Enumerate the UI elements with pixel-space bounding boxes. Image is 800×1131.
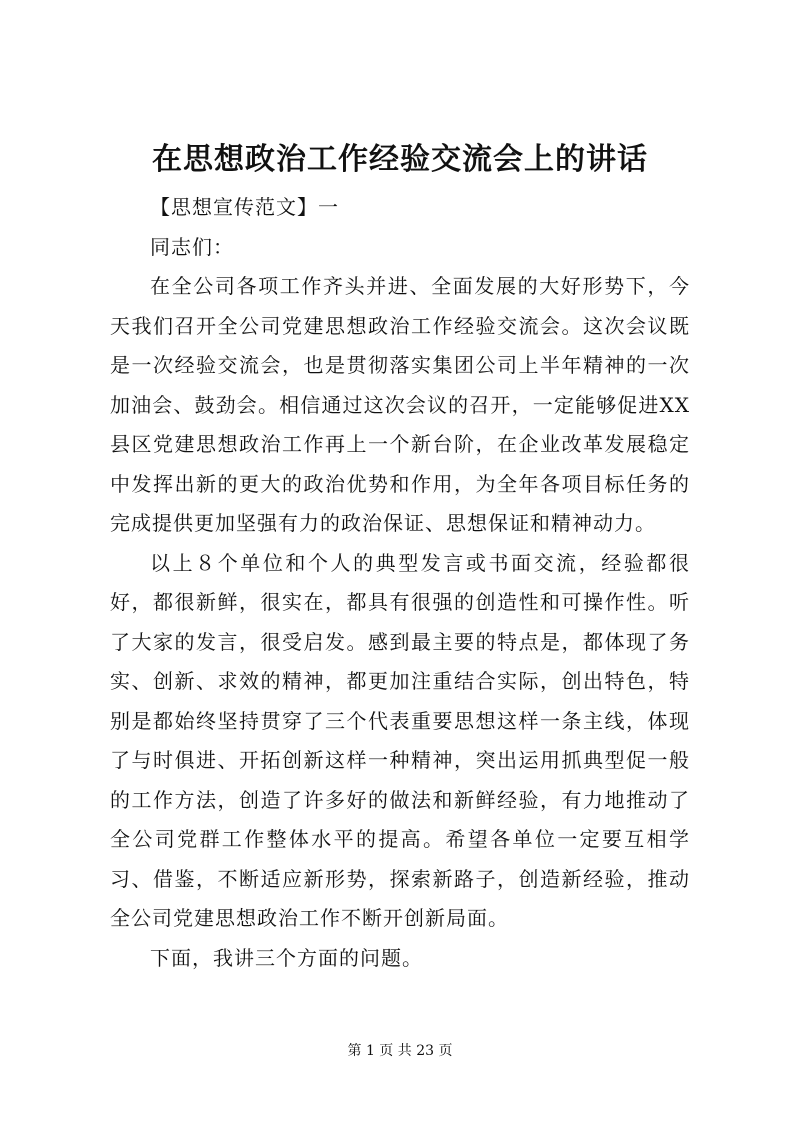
document-title: 在思想政治工作经验交流会上的讲话 bbox=[152, 142, 648, 177]
page-footer: 第 1 页 共 23 页 bbox=[347, 1043, 453, 1059]
document-body bbox=[110, 188, 690, 978]
paragraph: 在全公司各项工作齐头并进、全面发展的大好形势下，今天我们召开全公司党建思想政治工作经验交流会。这次会议既是一次经验交流会，也是贯彻落实集团公司上半年精神的一次加油会、鼓劲会。相信通过这次会议的召开，一定能够促进XX县区党建思想政治工作再上一个新台阶，在企业改革发展稳定中发挥出新的更大的政治优势和作用，为全年各项目标任务的完成提供更加坚强有力的政治保证、思想保证和精神动力。 bbox=[110, 274, 690, 535]
paragraph: 以上８个单位和个人的典型发言或书面交流，经验都很好，都很新鲜，很实在，都具有很强的创造性和可操作性。听了大家的发言，很受启发。感到最主要的特点是，都体现了务实、创新、求效的精神，都更加注重结合实际，创出特色，特别是都始终坚持贯穿了三个代表重要思想这样一条主线，体现了与时俱进、开拓创新这样一种精神，突出运用抓典型促一般的工作方法，创造了许多好的做法和新鲜经验，有力地推动了全公司党群工作整体水平的提高。希望各单位一定要互相学习、借鉴，不断适应新形势，探索新路子，创造新经验，推动全公司党建思想政治工作不断开创新局面。 bbox=[110, 550, 690, 930]
salutation: 同志们： bbox=[150, 234, 234, 259]
paragraph: 下面，我讲三个方面的问题。 bbox=[150, 945, 423, 970]
category-line: 【思想宣传范文】一 bbox=[150, 195, 339, 219]
